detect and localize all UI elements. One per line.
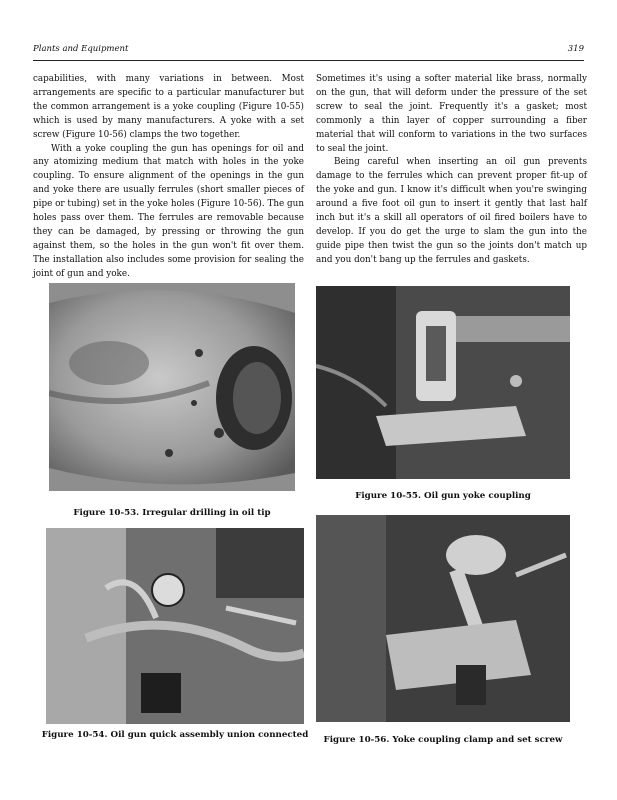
figure-10-55-photo	[316, 286, 570, 479]
paragraph: With a yoke coupling the gun has openings for oil and any atomizing medium that match with holes in the yoke coupling. To ensure alignment of the openings in the gun and yoke there are usually ferrules (short smaller pieces of pipe or tubing) set in the yoke holes (Figure 10-56). The gun holes pass over them. The ferrules are removable because they can be damaged, by pressing or throwing the gun against them, so the holes in the gun won't fit over them. The installation also includes some provision for sealing the joint of gun and yoke.	[33, 143, 304, 279]
figure-caption: Figure 10-55. Oil gun yoke coupling	[355, 491, 531, 501]
figure-10-54-photo	[46, 528, 304, 724]
figure-caption: Figure 10-54. Oil gun quick assembly union connected	[41, 730, 309, 740]
running-header	[33, 44, 584, 58]
paragraph: Sometimes it's using a softer material like brass, normally on the gun, that will deform under the pressure of the set screw to seal the joint. Frequently it's a gasket; most commonly a thin layer of copper surrounding a fiber material that will conform to variations in the two surfaces to seal the joint.	[316, 74, 587, 154]
right-text-column	[316, 73, 587, 268]
figure-10-53-photo	[49, 283, 295, 491]
paragraph: capabilities, with many variations in between. Most arrangements are specific to a particular manufacturer but the common arrangement is a yoke coupling (Figure 10-55) which is used by many manufacturers. A yoke with a set screw (Figure 10-56) clamps the two together.	[33, 74, 304, 140]
header-rule	[33, 60, 584, 61]
section-title: Plants and Equipment	[33, 44, 129, 54]
paragraph: Being careful when inserting an oil gun prevents damage to the ferrules which can prevent proper fit-up of the yoke and gun. I know it's difficult when you're swinging around a five foot oil gun to insert it gently that last half inch but it's a skill all operators of oil fired boilers have to develop. If you do get the urge to slam the gun into the guide pipe then twist the gun so the joints don't match up and you don't bang up the ferrules and gaskets.	[316, 157, 587, 265]
figure-caption: Figure 10-53. Irregular drilling in oil tip	[73, 508, 271, 518]
page-number: 319	[567, 44, 584, 54]
figure-10-56-photo	[316, 515, 570, 722]
left-text-column	[33, 73, 304, 282]
figure-caption: Figure 10-56. Yoke coupling clamp and set screw	[323, 735, 563, 745]
